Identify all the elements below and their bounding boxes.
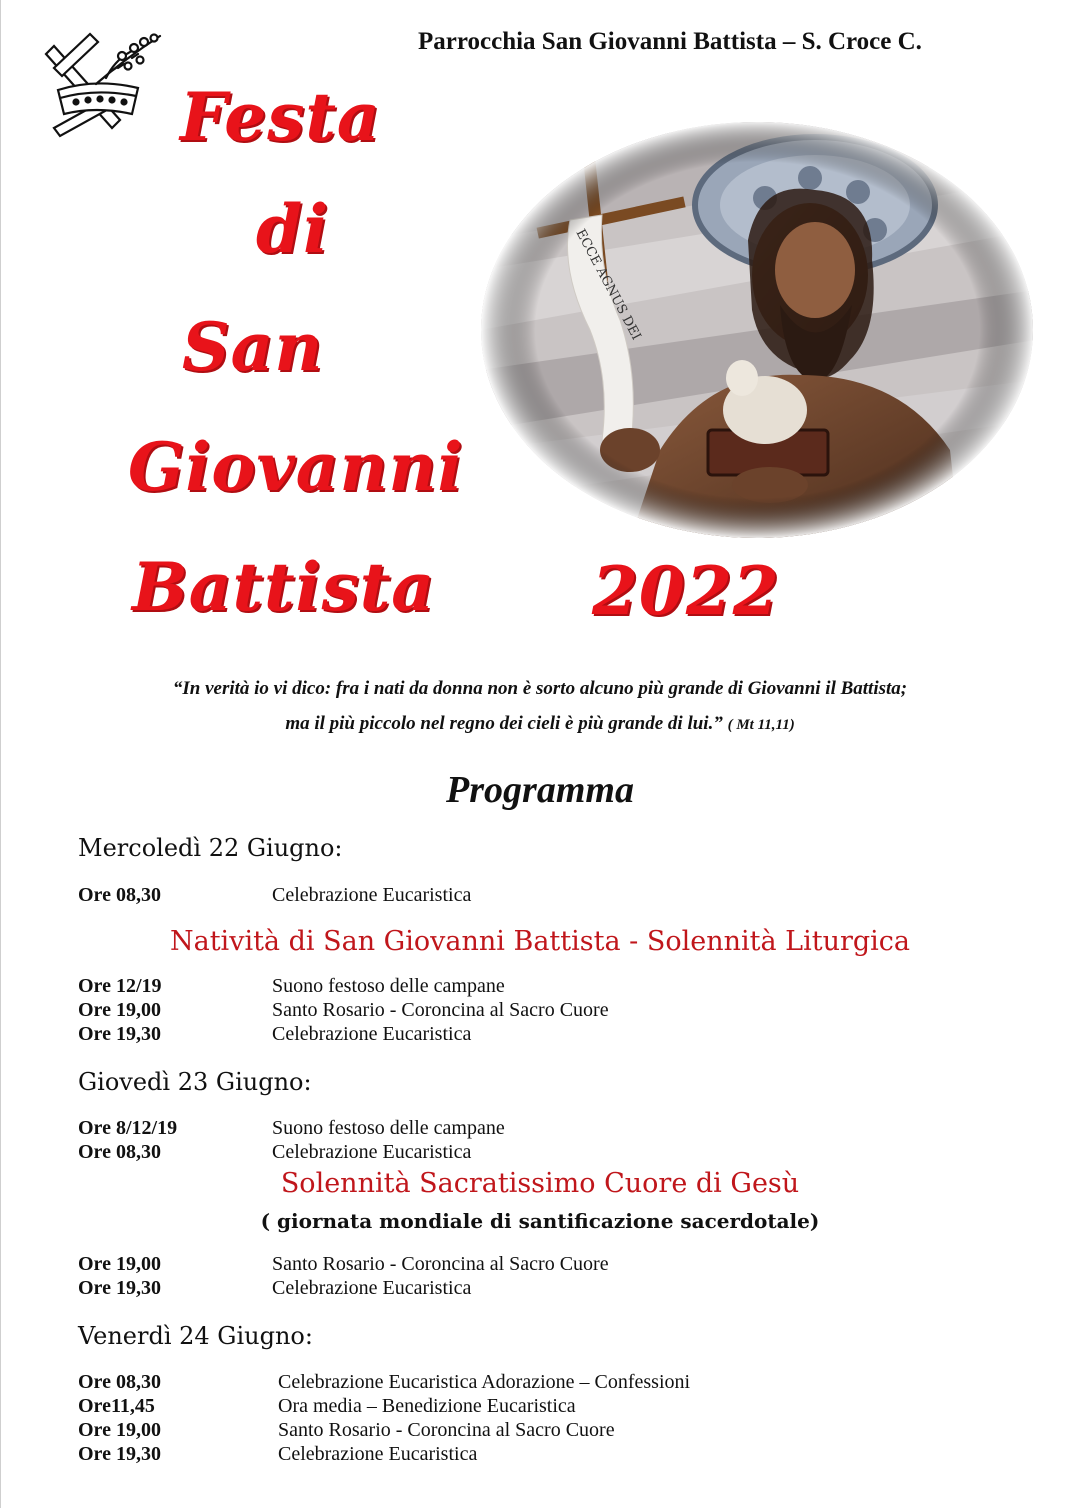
title-di: di <box>256 190 330 268</box>
schedule-row <box>78 999 1058 1023</box>
gospel-quote-text: ma il più piccolo nel regno dei cieli è più grande di lui.” <box>285 713 723 734</box>
day-heading: Venerdì 24 Giugno: <box>78 1322 313 1350</box>
gospel-reference: ( Mt 11,11) <box>727 717 795 733</box>
schedule-activity: Santo Rosario - Coroncina al Sacro Cuore <box>272 999 609 1021</box>
schedule-time: Ore 8/12/19 <box>78 1117 178 1139</box>
schedule-activity: Santo Rosario - Coroncina al Sacro Cuore <box>272 1253 609 1275</box>
page-edge <box>0 0 1 1508</box>
schedule-activity: Celebrazione Eucaristica Adorazione – Confessioni <box>278 1371 691 1393</box>
schedule-activity: Santo Rosario - Coroncina al Sacro Cuore <box>278 1419 615 1441</box>
schedule-time: Ore 08,30 <box>78 1371 161 1393</box>
gospel-quote-line2 <box>60 713 1020 735</box>
schedule-row <box>78 1253 1058 1277</box>
schedule-time: Ore 19,00 <box>78 1253 161 1275</box>
schedule-row <box>78 1277 1058 1301</box>
schedule-time: Ore 19,30 <box>78 1443 161 1465</box>
schedule-activity: Suono festoso delle campane <box>272 975 505 997</box>
schedule-row <box>78 1117 1058 1141</box>
schedule-activity: Celebrazione Eucaristica <box>272 1023 472 1045</box>
schedule-row <box>78 1395 1058 1419</box>
schedule-row <box>78 884 1058 908</box>
schedule-row <box>78 1419 1058 1443</box>
gospel-quote-line1: “In verità io vi dico: fra i nati da donna non è sorto alcuno più grande di Giovanni il Battista; <box>172 678 908 699</box>
feast-heading: Solennità Sacratissimo Cuore di Gesù <box>280 1168 800 1199</box>
title-san: San <box>182 308 324 386</box>
schedule-row <box>78 1371 1058 1395</box>
schedule-activity: Celebrazione Eucaristica <box>278 1443 478 1465</box>
schedule-time: Ore 19,30 <box>78 1277 161 1299</box>
title-battista: Battista <box>132 548 436 626</box>
programma-title: Programma <box>446 769 634 811</box>
schedule-activity: Celebrazione Eucaristica <box>272 1141 472 1163</box>
title-year: 2022 <box>592 552 780 630</box>
schedule-time: Ore 19,00 <box>78 999 161 1021</box>
schedule-time: Ore 12/19 <box>78 975 162 997</box>
day-heading: Giovedì 23 Giugno: <box>78 1068 312 1096</box>
feast-heading: Natività di San Giovanni Battista - Solennità Liturgica <box>169 926 911 957</box>
schedule-row <box>78 1443 1058 1467</box>
schedule-row <box>78 1141 1058 1165</box>
schedule-row <box>78 975 1058 999</box>
schedule-time: Ore11,45 <box>78 1395 155 1417</box>
schedule-row <box>78 1023 1058 1047</box>
schedule-time: Ore 19,00 <box>78 1419 161 1441</box>
day-heading: Mercoledì 22 Giugno: <box>78 834 343 862</box>
statue-of-saint-john-icon <box>480 120 1035 540</box>
cross-crown-lily-emblem-icon <box>36 28 166 143</box>
schedule-time: Ore 19,30 <box>78 1023 161 1045</box>
schedule-activity: Suono festoso delle campane <box>272 1117 505 1139</box>
schedule-activity: Celebrazione Eucaristica <box>272 1277 472 1299</box>
schedule-activity: Celebrazione Eucaristica <box>272 884 472 906</box>
schedule-activity: Ora media – Benedizione Eucaristica <box>278 1395 576 1417</box>
schedule-time: Ore 08,30 <box>78 884 161 906</box>
title-festa: Festa <box>180 78 381 156</box>
schedule-time: Ore 08,30 <box>78 1141 161 1163</box>
feast-subheading: ( giornata mondiale di santificazione sacerdotale) <box>260 1209 820 1233</box>
title-giovanni: Giovanni <box>128 428 464 506</box>
parish-name: Parrocchia San Giovanni Battista – S. Croce C. <box>418 28 922 55</box>
